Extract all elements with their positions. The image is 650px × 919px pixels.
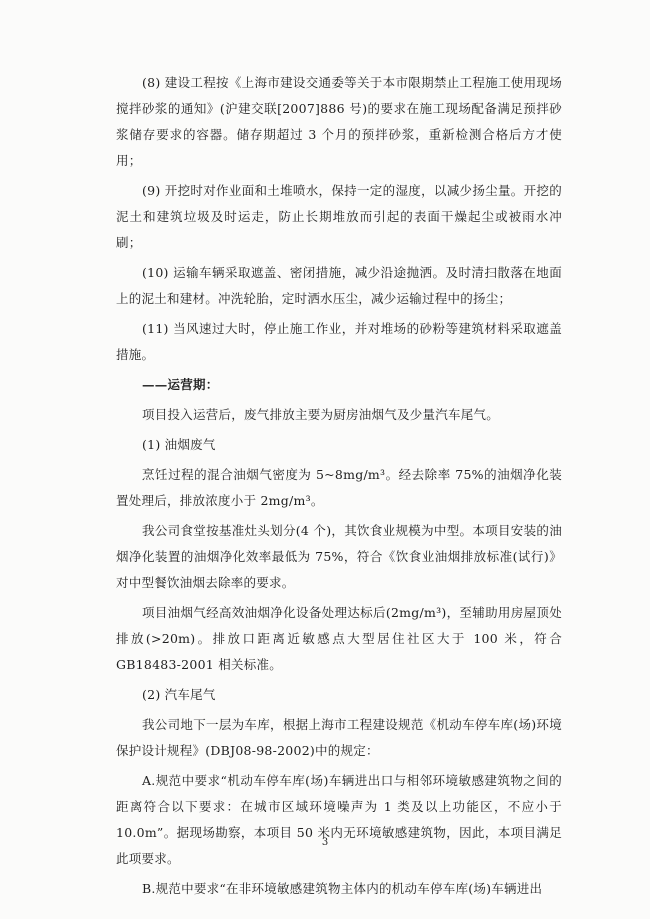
paragraph-oil-fume-discharge: 项目油烟气经高效油烟净化设备处理达标后(2mg/m³)，至辅助用房屋顶处排放(>20m)。排放口距离近敏感点大型居住社区大于 100 米，符合 GB18483-2001 相关标准。 [116, 605, 562, 672]
page-body [116, 70, 562, 906]
subheading-oil-fume: (1) 油烟废气 [142, 437, 216, 452]
section-heading-operation: ——运营期： [142, 377, 219, 392]
paragraph-item-10: (10) 运输车辆采取遮盖、密闭措施，减少沿途抛洒。及时清扫散落在地面上的泥土和建材。冲洗轮胎，定时洒水压尘，减少运输过程中的扬尘； [116, 265, 562, 306]
paragraph-item-9: (9) 开挖时对作业面和土堆喷水，保持一定的湿度，以减少扬尘量。开挖的泥土和建筑垃圾及时运走，防止长期堆放而引起的表面干燥起尘或被雨水冲刷； [116, 183, 562, 250]
paragraph-operation-intro: 项目投入运营后，废气排放主要为厨房油烟气及少量汽车尾气。 [142, 407, 500, 422]
paragraph-oil-fume-density: 烹饪过程的混合油烟气密度为 5~8mg/m³。经去除率 75%的油烟净化装置处理后，排放浓度小于 2mg/m³。 [116, 467, 562, 508]
paragraph-canteen-scale: 我公司食堂按基准灶头划分(4 个)，其饮食业规模为中型。本项目安装的油烟净化装置的油烟净化效率最低为 75%，符合《饮食业油烟排放标准(试行)》对中型餐饮油烟去除率的要求。 [116, 523, 562, 590]
paragraph-garage-intro: 我公司地下一层为车库，根据上海市工程建设规范《机动车停车库(场)环境保护设计规程》(DBJ08-98-2002)中的规定： [116, 717, 562, 758]
page-number: 3 [321, 837, 329, 848]
subheading-vehicle-exhaust: (2) 汽车尾气 [142, 687, 216, 702]
paragraph-requirement-b: B.规范中要求“在非环境敏感建筑物主体内的机动车停车库(场)车辆进出 [142, 881, 543, 896]
paragraph-item-8: (8) 建设工程按《上海市建设交通委等关于本市限期禁止工程施工使用现场搅拌砂浆的通知》(沪建交联[2007]886 号)的要求在施工现场配备满足预拌砂浆储存要求的容器。储存期超过 3 个月的预拌砂浆，重新检测合格后方才使用； [116, 75, 562, 168]
paragraph-item-11: (11) 当风速过大时，停止施工作业，并对堆场的砂粉等建筑材料采取遮盖措施。 [116, 321, 562, 362]
paragraph-requirement-a: A.规范中要求“机动车停车库(场)车辆进出口与相邻环境敏感建筑物之间的距离符合以下要求：在城市区域环境噪声为 1 类及以上功能区，不应小于 10.0m”。据现场勘察，本项目 50 米内无环境敏感建筑物，因此，本项目满足此项要求。 [116, 773, 562, 866]
